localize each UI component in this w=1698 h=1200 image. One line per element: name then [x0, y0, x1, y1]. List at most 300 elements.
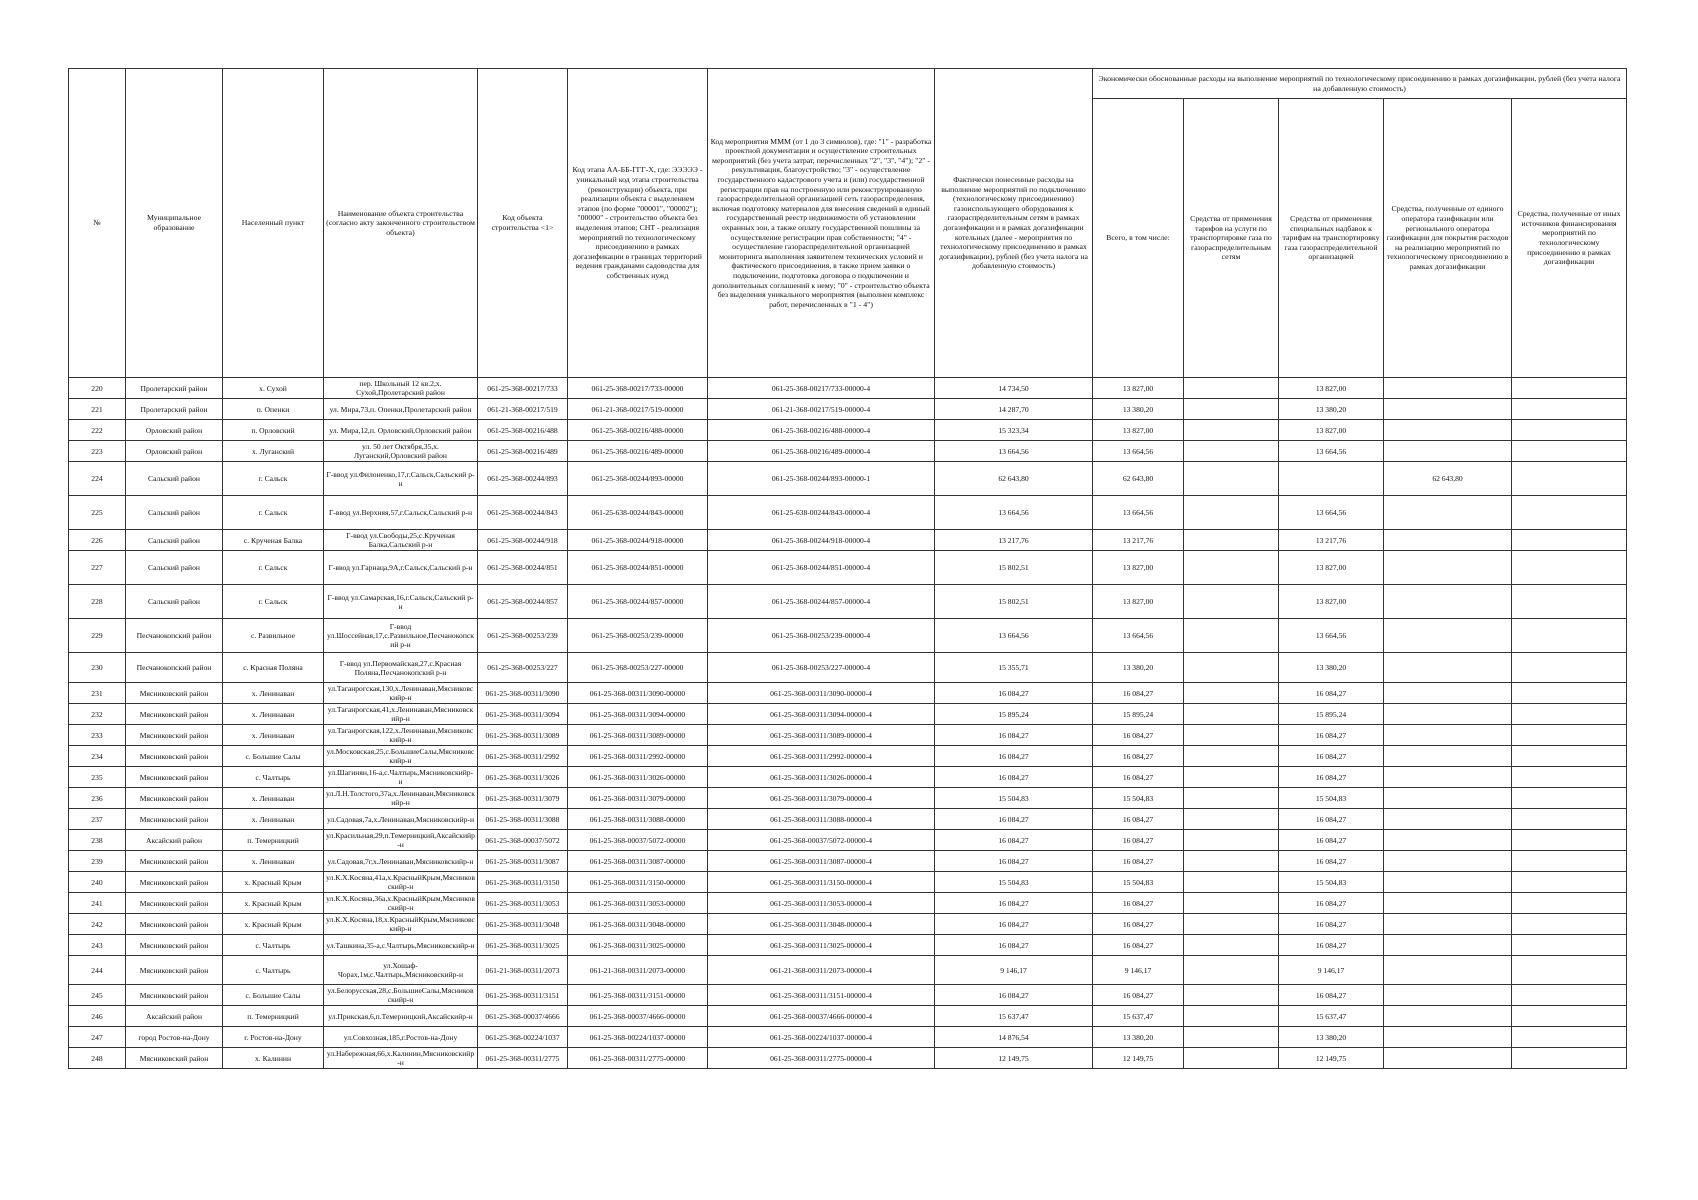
municipality-cell: Сальский район [126, 551, 223, 585]
actual-costs-cell: 14 734,50 [935, 378, 1093, 399]
municipality-cell: Пролетарский район [126, 378, 223, 399]
actual-costs-cell: 12 149,75 [935, 1048, 1093, 1069]
actual-costs-cell: 16 084,27 [935, 985, 1093, 1006]
object-name-cell: ул.Московская,25,с.БольшиеСалы,Мясниковскийр-н [324, 746, 478, 767]
event-code-cell: 061-25-368-00311/3087-00000-4 [708, 851, 935, 872]
municipality-cell: Пролетарский район [126, 399, 223, 420]
table-row [69, 653, 1627, 683]
other-sources-cell [1512, 420, 1627, 441]
object-name-cell: ул.Белорусская,28,с.БольшиеСалы,Мясниковскийр-н [324, 985, 478, 1006]
row-number: 232 [69, 704, 126, 725]
single-operator-cell [1384, 1006, 1512, 1027]
settlement-cell: х. Ленинаван [223, 788, 324, 809]
settlement-cell: г. Ростов-на-Дону [223, 1027, 324, 1048]
special-markups-cell: 16 084,27 [1279, 893, 1384, 914]
object-name-cell: ул.К.Х.Косяна,36а,х.КрасныйКрым,Мясниковскийр-н [324, 893, 478, 914]
object-code-cell: 061-25-368-00224/1037 [478, 1027, 568, 1048]
stage-code-cell: 061-25-368-00224/1037-00000 [568, 1027, 708, 1048]
municipality-cell: Мясниковский район [126, 809, 223, 830]
total-cell: 13 827,00 [1093, 551, 1184, 585]
stage-code-cell: 061-25-368-00311/3053-00000 [568, 893, 708, 914]
event-code-cell: 061-25-368-00311/3090-00000-4 [708, 683, 935, 704]
actual-costs-cell: 16 084,27 [935, 935, 1093, 956]
object-name-cell: Г-ввод ул.Свободы,25,с.Крученая Балка,Сальский р-н [324, 530, 478, 551]
total-cell: 13 827,00 [1093, 585, 1184, 619]
stage-code-cell: 061-25-368-00244/918-00000 [568, 530, 708, 551]
special-markups-cell: 15 895,24 [1279, 704, 1384, 725]
table-row [69, 809, 1627, 830]
stage-code-cell: 061-25-368-00311/2775-00000 [568, 1048, 708, 1069]
event-code-cell: 061-25-368-00244/857-00000-4 [708, 585, 935, 619]
single-operator-cell [1384, 767, 1512, 788]
tariff-cell [1184, 399, 1279, 420]
tariff-cell [1184, 788, 1279, 809]
actual-costs-cell: 16 084,27 [935, 809, 1093, 830]
actual-costs-cell: 16 084,27 [935, 746, 1093, 767]
total-cell: 16 084,27 [1093, 830, 1184, 851]
object-name-cell: ул.Таганрогская,41,х.Ленинаван,Мясниковскийр-н [324, 704, 478, 725]
stage-code-cell: 061-25-368-00216/489-00000 [568, 441, 708, 462]
other-sources-cell [1512, 725, 1627, 746]
table-row [69, 746, 1627, 767]
object-code-cell: 061-25-368-00311/3048 [478, 914, 568, 935]
other-sources-cell [1512, 378, 1627, 399]
row-number: 246 [69, 1006, 126, 1027]
tariff-cell [1184, 420, 1279, 441]
special-markups-cell: 16 084,27 [1279, 767, 1384, 788]
object-code-cell: 061-25-368-00244/851 [478, 551, 568, 585]
event-code-cell: 061-21-368-00217/519-00000-4 [708, 399, 935, 420]
special-markups-cell: 16 084,27 [1279, 914, 1384, 935]
object-code-cell: 061-21-368-00217/519 [478, 399, 568, 420]
row-number: 223 [69, 441, 126, 462]
special-markups-cell: 16 084,27 [1279, 851, 1384, 872]
header-tariff-transport: Средства от применения тарифов на услуги по транспортировке газа по газораспределительным сетям [1184, 99, 1279, 378]
municipality-cell: Мясниковский район [126, 872, 223, 893]
municipality-cell: Мясниковский район [126, 704, 223, 725]
settlement-cell: с. Большие Салы [223, 985, 324, 1006]
table-row [69, 767, 1627, 788]
table-row [69, 725, 1627, 746]
other-sources-cell [1512, 809, 1627, 830]
object-code-cell: 061-25-368-00244/857 [478, 585, 568, 619]
special-markups-cell: 13 664,56 [1279, 619, 1384, 653]
settlement-cell: п. Орловский [223, 420, 324, 441]
table-row [69, 619, 1627, 653]
municipality-cell: Сальский район [126, 496, 223, 530]
tariff-cell [1184, 441, 1279, 462]
row-number: 244 [69, 956, 126, 985]
other-sources-cell [1512, 851, 1627, 872]
other-sources-cell [1512, 746, 1627, 767]
total-cell: 15 895,24 [1093, 704, 1184, 725]
special-markups-cell: 16 084,27 [1279, 809, 1384, 830]
event-code-cell: 061-25-368-00244/893-00000-1 [708, 462, 935, 496]
tariff-cell [1184, 585, 1279, 619]
table-row [69, 496, 1627, 530]
tariff-cell [1184, 1048, 1279, 1069]
stage-code-cell: 061-25-368-00311/3089-00000 [568, 725, 708, 746]
total-cell: 13 380,20 [1093, 653, 1184, 683]
object-code-cell: 061-25-368-00244/843 [478, 496, 568, 530]
object-code-cell: 061-25-368-00311/3151 [478, 985, 568, 1006]
table-row [69, 830, 1627, 851]
single-operator-cell [1384, 378, 1512, 399]
event-code-cell: 061-25-368-00037/4666-00000-4 [708, 1006, 935, 1027]
tariff-cell [1184, 551, 1279, 585]
special-markups-cell: 16 084,27 [1279, 830, 1384, 851]
municipality-cell: Орловский район [126, 420, 223, 441]
municipality-cell: Мясниковский район [126, 985, 223, 1006]
stage-code-cell: 061-25-368-00311/3088-00000 [568, 809, 708, 830]
tariff-cell [1184, 378, 1279, 399]
settlement-cell: с. Чалтырь [223, 935, 324, 956]
tariff-cell [1184, 893, 1279, 914]
tariff-cell [1184, 914, 1279, 935]
total-cell: 13 380,20 [1093, 399, 1184, 420]
header-event-code: Код мероприятия МММ (от 1 до 3 символов), где: "1" - разработка проектной документации и осуществление строительных мероприятий (без учета затрат, перечисленных "2", "3", "4"); "2" - рекультивация, благоустройство; "3" - осуществление государственного кадастрового учета и (или) государственной регистрации прав на построенную или реконструированную газораспределительной организацией сеть газораспределения, включая подготовку материалов для внесения сведений в единый государственный реестр недвижимости об установлении охранных зон, а также оплату государственной пошлины за осуществление регистрации прав собственности; "4" - осуществление газораспределительной организацией мониторинга выполнения заявителем технических условий и фактического присоединения, в также прием заявки о подключении, подготовка договора о подключении и дополнительных соглашений к нему; "0" - строительство объекта без выделения уникального мероприятия (выполнен комплекс работ, перечисленных в "1 - 4") [708, 69, 935, 378]
tariff-cell [1184, 956, 1279, 985]
settlement-cell: х. Красный Крым [223, 872, 324, 893]
other-sources-cell [1512, 767, 1627, 788]
object-name-cell: ул.Хошаф-Чорах,1м,с.Чалтырь,Мясниковскийр-н [324, 956, 478, 985]
event-code-cell: 061-25-368-00311/2992-00000-4 [708, 746, 935, 767]
header-settlement: Населенный пункт [223, 69, 324, 378]
table-row [69, 1006, 1627, 1027]
total-cell: 13 664,56 [1093, 496, 1184, 530]
object-code-cell: 061-25-368-00311/2992 [478, 746, 568, 767]
row-number: 233 [69, 725, 126, 746]
actual-costs-cell: 62 643,80 [935, 462, 1093, 496]
tariff-cell [1184, 462, 1279, 496]
other-sources-cell [1512, 914, 1627, 935]
single-operator-cell [1384, 585, 1512, 619]
stage-code-cell: 061-25-638-00244/843-00000 [568, 496, 708, 530]
table-row [69, 441, 1627, 462]
event-code-cell: 061-21-368-00311/2073-00000-4 [708, 956, 935, 985]
event-code-cell: 061-25-368-00216/488-00000-4 [708, 420, 935, 441]
total-cell: 13 827,00 [1093, 420, 1184, 441]
municipality-cell: Сальский район [126, 462, 223, 496]
municipality-cell: Мясниковский район [126, 683, 223, 704]
object-name-cell: ул. Мира,12,п. Орловский,Орловский район [324, 420, 478, 441]
object-code-cell: 061-25-368-00216/489 [478, 441, 568, 462]
header-single-operator: Средства, полученные от единого оператора газификации или регионального оператора газификации для покрытия расходов на реализацию мероприятий по технологическому присоединению в рамках догазификации [1384, 99, 1512, 378]
special-markups-cell: 13 380,20 [1279, 399, 1384, 420]
municipality-cell: Мясниковский район [126, 893, 223, 914]
municipality-cell: Сальский район [126, 530, 223, 551]
single-operator-cell [1384, 551, 1512, 585]
row-number: 247 [69, 1027, 126, 1048]
stage-code-cell: 061-25-368-00244/857-00000 [568, 585, 708, 619]
row-number: 231 [69, 683, 126, 704]
total-cell: 13 217,76 [1093, 530, 1184, 551]
row-number: 234 [69, 746, 126, 767]
tariff-cell [1184, 767, 1279, 788]
stage-code-cell: 061-25-368-00311/3079-00000 [568, 788, 708, 809]
single-operator-cell [1384, 653, 1512, 683]
object-code-cell: 061-25-368-00311/3089 [478, 725, 568, 746]
object-code-cell: 061-25-368-00253/227 [478, 653, 568, 683]
row-number: 221 [69, 399, 126, 420]
special-markups-cell: 15 504,83 [1279, 788, 1384, 809]
special-markups-cell: 15 637,47 [1279, 1006, 1384, 1027]
header-group-title: Экономически обоснованные расходы на выполнение мероприятий по технологическому присоединению в рамках догазификации, рублей (без учета налога на добавленную стоимость) [1093, 69, 1627, 99]
settlement-cell: г. Сальск [223, 496, 324, 530]
settlement-cell: г. Сальск [223, 551, 324, 585]
single-operator-cell [1384, 619, 1512, 653]
header-num: № [69, 69, 126, 378]
actual-costs-cell: 16 084,27 [935, 683, 1093, 704]
total-cell: 13 380,20 [1093, 1027, 1184, 1048]
actual-costs-cell: 16 084,27 [935, 851, 1093, 872]
settlement-cell: п. Темерницкий [223, 1006, 324, 1027]
object-name-cell: ул.Шагинян,16-а,с.Чалтырь,Мясниковскийр-н [324, 767, 478, 788]
header-other-sources: Средства, полученные от иных источников финансирования мероприятий по технологическому присоединению в рамках догазификации [1512, 99, 1627, 378]
tariff-cell [1184, 1006, 1279, 1027]
other-sources-cell [1512, 551, 1627, 585]
total-cell: 16 084,27 [1093, 725, 1184, 746]
tariff-cell [1184, 1027, 1279, 1048]
stage-code-cell: 061-25-368-00311/3094-00000 [568, 704, 708, 725]
special-markups-cell: 13 380,20 [1279, 1027, 1384, 1048]
total-cell: 16 084,27 [1093, 767, 1184, 788]
municipality-cell: Песчанокопский район [126, 619, 223, 653]
event-code-cell: 061-25-368-00224/1037-00000-4 [708, 1027, 935, 1048]
other-sources-cell [1512, 619, 1627, 653]
header-object-name: Наименование объекта строительства (согласно акту законченного строительством объекта) [324, 69, 478, 378]
municipality-cell: Мясниковский район [126, 914, 223, 935]
municipality-cell: Мясниковский район [126, 956, 223, 985]
row-number: 227 [69, 551, 126, 585]
settlement-cell: х. Ленинаван [223, 809, 324, 830]
settlement-cell: х. Ленинаван [223, 704, 324, 725]
stage-code-cell: 061-25-368-00311/3026-00000 [568, 767, 708, 788]
row-number: 248 [69, 1048, 126, 1069]
single-operator-cell [1384, 1048, 1512, 1069]
settlement-cell: г. Сальск [223, 462, 324, 496]
single-operator-cell [1384, 441, 1512, 462]
header-municipality: Муниципальное образование [126, 69, 223, 378]
object-name-cell: пер. Школьный 12 кв.2,х. Сухой,Пролетарский район [324, 378, 478, 399]
municipality-cell: Орловский район [126, 441, 223, 462]
special-markups-cell: 9 146,17 [1279, 956, 1384, 985]
object-name-cell: ул. Мира,73,п. Опенки,Пролетарский район [324, 399, 478, 420]
total-cell: 15 504,83 [1093, 872, 1184, 893]
event-code-cell: 061-25-368-00311/2775-00000-4 [708, 1048, 935, 1069]
row-number: 239 [69, 851, 126, 872]
object-code-cell: 061-25-368-00311/3053 [478, 893, 568, 914]
special-markups-cell [1279, 462, 1384, 496]
special-markups-cell: 16 084,27 [1279, 725, 1384, 746]
tariff-cell [1184, 725, 1279, 746]
single-operator-cell [1384, 935, 1512, 956]
special-markups-cell: 12 149,75 [1279, 1048, 1384, 1069]
actual-costs-cell: 13 217,76 [935, 530, 1093, 551]
table-row [69, 585, 1627, 619]
object-code-cell: 061-25-368-00037/4666 [478, 1006, 568, 1027]
object-name-cell: ул.К.Х.Косяна,18,х.КрасныйКрым,Мясниковскийр-н [324, 914, 478, 935]
tariff-cell [1184, 496, 1279, 530]
settlement-cell: с. Красная Поляна [223, 653, 324, 683]
stage-code-cell: 061-25-368-00037/4666-00000 [568, 1006, 708, 1027]
municipality-cell: Сальский район [126, 585, 223, 619]
total-cell: 16 084,27 [1093, 746, 1184, 767]
special-markups-cell: 13 380,20 [1279, 653, 1384, 683]
event-code-cell: 061-25-368-00311/3088-00000-4 [708, 809, 935, 830]
table-row [69, 851, 1627, 872]
settlement-cell: п. Темерницкий [223, 830, 324, 851]
other-sources-cell [1512, 530, 1627, 551]
other-sources-cell [1512, 653, 1627, 683]
actual-costs-cell: 13 664,56 [935, 496, 1093, 530]
other-sources-cell [1512, 830, 1627, 851]
special-markups-cell: 13 827,00 [1279, 378, 1384, 399]
stage-code-cell: 061-25-368-00244/851-00000 [568, 551, 708, 585]
other-sources-cell [1512, 935, 1627, 956]
object-code-cell: 061-25-368-00244/893 [478, 462, 568, 496]
tariff-cell [1184, 809, 1279, 830]
actual-costs-cell: 16 084,27 [935, 725, 1093, 746]
actual-costs-cell: 16 084,27 [935, 830, 1093, 851]
special-markups-cell: 13 664,56 [1279, 441, 1384, 462]
special-markups-cell: 13 827,00 [1279, 585, 1384, 619]
municipality-cell: Мясниковский район [126, 935, 223, 956]
tariff-cell [1184, 683, 1279, 704]
other-sources-cell [1512, 683, 1627, 704]
settlement-cell: с. Большие Салы [223, 746, 324, 767]
actual-costs-cell: 15 637,47 [935, 1006, 1093, 1027]
total-cell: 16 084,27 [1093, 985, 1184, 1006]
stage-code-cell: 061-25-368-00217/733-00000 [568, 378, 708, 399]
single-operator-cell [1384, 683, 1512, 704]
stage-code-cell: 061-25-368-00037/5072-00000 [568, 830, 708, 851]
other-sources-cell [1512, 985, 1627, 1006]
other-sources-cell [1512, 788, 1627, 809]
actual-costs-cell: 16 084,27 [935, 914, 1093, 935]
total-cell: 16 084,27 [1093, 935, 1184, 956]
settlement-cell: х. Красный Крым [223, 914, 324, 935]
other-sources-cell [1512, 441, 1627, 462]
object-name-cell: ул.Таганрогская,122,х.Ленинаван,Мясниковскийр-н [324, 725, 478, 746]
stage-code-cell: 061-25-368-00311/3090-00000 [568, 683, 708, 704]
other-sources-cell [1512, 496, 1627, 530]
tariff-cell [1184, 985, 1279, 1006]
object-name-cell: Г-ввод ул.Шоссейная,17,с.Развильное,Песчанокопский р-н [324, 619, 478, 653]
object-code-cell: 061-25-368-00311/3026 [478, 767, 568, 788]
municipality-cell: город Ростов-на-Дону [126, 1027, 223, 1048]
table-row [69, 378, 1627, 399]
object-code-cell: 061-25-368-00311/3090 [478, 683, 568, 704]
header-object-code: Код объекта строительства <1> [478, 69, 568, 378]
single-operator-cell [1384, 830, 1512, 851]
row-number: 241 [69, 893, 126, 914]
event-code-cell: 061-25-368-00311/3026-00000-4 [708, 767, 935, 788]
object-code-cell: 061-25-368-00253/239 [478, 619, 568, 653]
table-row [69, 399, 1627, 420]
object-code-cell: 061-25-368-00311/3150 [478, 872, 568, 893]
stage-code-cell: 061-25-368-00311/3150-00000 [568, 872, 708, 893]
tariff-cell [1184, 830, 1279, 851]
row-number: 224 [69, 462, 126, 496]
row-number: 222 [69, 420, 126, 441]
row-number: 238 [69, 830, 126, 851]
object-name-cell: ул.К.Х.Косяна,41а,х.КрасныйКрым,Мясниковскийр-н [324, 872, 478, 893]
object-code-cell: 061-25-368-00217/733 [478, 378, 568, 399]
row-number: 229 [69, 619, 126, 653]
single-operator-cell [1384, 851, 1512, 872]
settlement-cell: с. Развильное [223, 619, 324, 653]
settlement-cell: х. Красный Крым [223, 893, 324, 914]
object-name-cell: ул. 50 лет Октября,35,х. Луганский,Орловский район [324, 441, 478, 462]
costs-table [68, 68, 1627, 1069]
settlement-cell: с. Чалтырь [223, 767, 324, 788]
row-number: 243 [69, 935, 126, 956]
municipality-cell: Мясниковский район [126, 788, 223, 809]
event-code-cell: 061-25-368-00217/733-00000-4 [708, 378, 935, 399]
single-operator-cell [1384, 496, 1512, 530]
actual-costs-cell: 15 802,51 [935, 551, 1093, 585]
single-operator-cell [1384, 420, 1512, 441]
other-sources-cell [1512, 704, 1627, 725]
event-code-cell: 061-25-368-00244/851-00000-4 [708, 551, 935, 585]
single-operator-cell [1384, 809, 1512, 830]
settlement-cell: х. Сухой [223, 378, 324, 399]
object-code-cell: 061-21-368-00311/2073 [478, 956, 568, 985]
single-operator-cell [1384, 788, 1512, 809]
row-number: 225 [69, 496, 126, 530]
tariff-cell [1184, 746, 1279, 767]
object-code-cell: 061-25-368-00244/918 [478, 530, 568, 551]
other-sources-cell [1512, 1048, 1627, 1069]
header-actual-costs: Фактически понесенные расходы на выполнение мероприятий по подключению (технологическому присоединению) газоиспользующего оборудования к газораспределительным сетям в рамках догазификации и в рамках догазификации котельных (далее - мероприятия по технологическому присоединению в рамках догазификации), рублей (без учета налога на добавленную стоимость) [935, 69, 1093, 378]
event-code-cell: 061-25-368-00311/3053-00000-4 [708, 893, 935, 914]
total-cell: 9 146,17 [1093, 956, 1184, 985]
settlement-cell: х. Луганский [223, 441, 324, 462]
event-code-cell: 061-25-368-00311/3079-00000-4 [708, 788, 935, 809]
object-name-cell: ул.Совхозная,185,г.Ростов-на-Дону [324, 1027, 478, 1048]
row-number: 240 [69, 872, 126, 893]
single-operator-cell [1384, 893, 1512, 914]
table-row [69, 1048, 1627, 1069]
actual-costs-cell: 15 323,34 [935, 420, 1093, 441]
single-operator-cell [1384, 956, 1512, 985]
settlement-cell: с. Чалтырь [223, 956, 324, 985]
special-markups-cell: 13 827,00 [1279, 420, 1384, 441]
table-row [69, 530, 1627, 551]
object-name-cell: ул.Красильная,29,п.Темерницкий,Аксайскийр-н [324, 830, 478, 851]
municipality-cell: Аксайский район [126, 1006, 223, 1027]
table-row [69, 462, 1627, 496]
object-name-cell: ул.Таганрогская,130,х.Ленинаван,Мясниковскийр-н [324, 683, 478, 704]
object-name-cell: ул.Л.Н.Толстого,37а,х.Ленинаван,Мясниковскийр-н [324, 788, 478, 809]
row-number: 237 [69, 809, 126, 830]
settlement-cell: х. Калинин [223, 1048, 324, 1069]
actual-costs-cell: 15 802,51 [935, 585, 1093, 619]
total-cell: 16 084,27 [1093, 809, 1184, 830]
tariff-cell [1184, 851, 1279, 872]
stage-code-cell: 061-25-368-00311/2992-00000 [568, 746, 708, 767]
total-cell: 16 084,27 [1093, 851, 1184, 872]
stage-code-cell: 061-25-368-00311/3048-00000 [568, 914, 708, 935]
special-markups-cell: 13 664,56 [1279, 496, 1384, 530]
table-row [69, 704, 1627, 725]
settlement-cell: г. Сальск [223, 585, 324, 619]
single-operator-cell [1384, 725, 1512, 746]
municipality-cell: Мясниковский район [126, 746, 223, 767]
settlement-cell: х. Ленинаван [223, 683, 324, 704]
object-name-cell: ул.Набережная,66,х.Калинин,Мясниковскийр-н [324, 1048, 478, 1069]
